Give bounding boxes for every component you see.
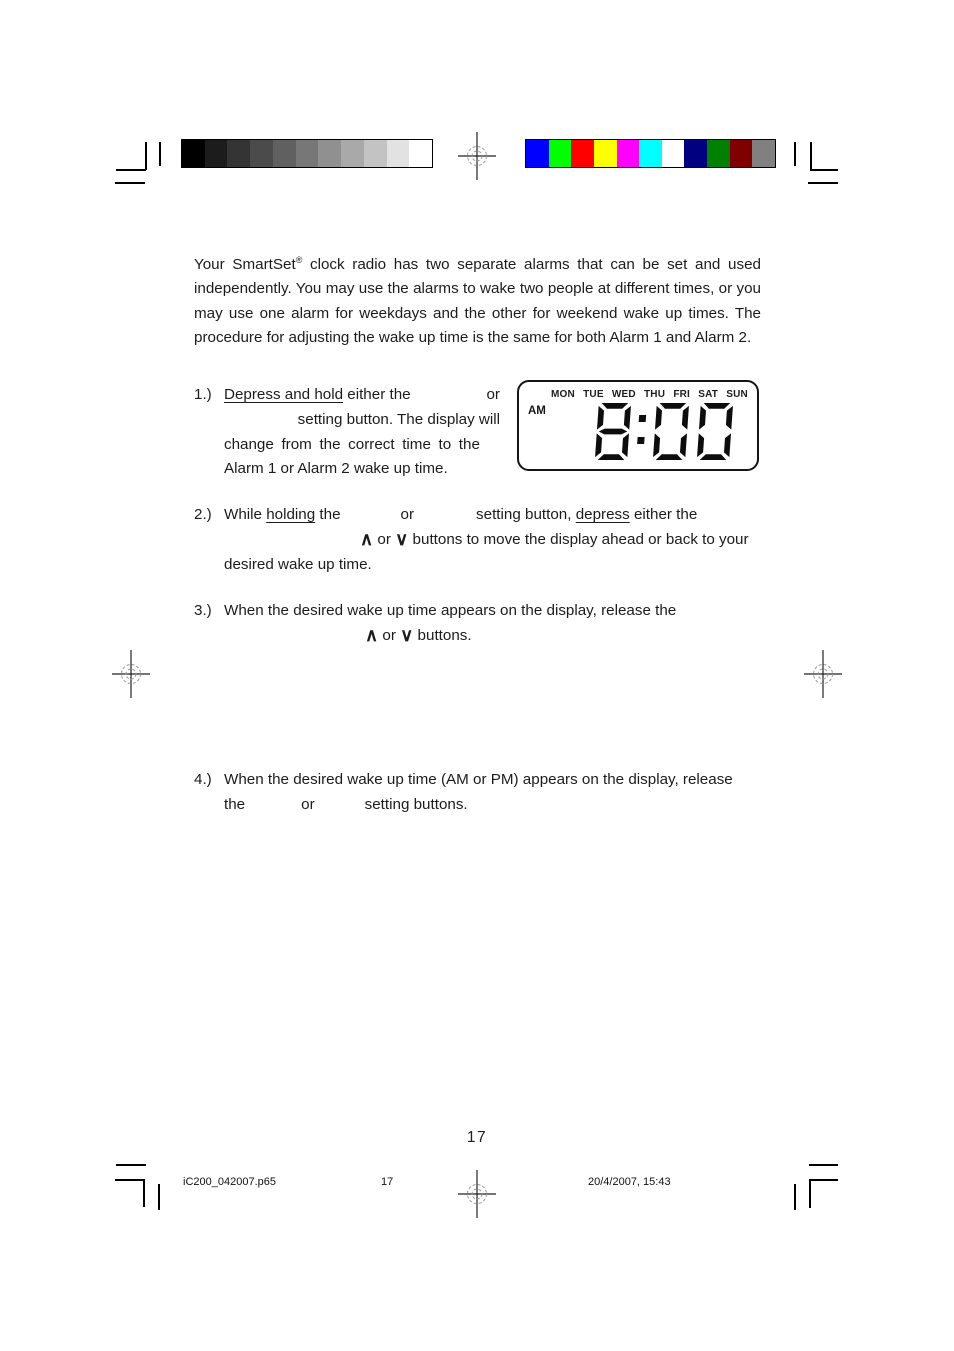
crop-mark — [794, 142, 796, 166]
down-arrow-symbol: ∨ — [395, 529, 409, 549]
day-label: WED — [611, 389, 636, 400]
day-label: THU — [644, 389, 666, 400]
calibration-swatch — [182, 140, 205, 167]
calibration-swatch — [684, 140, 707, 167]
calibration-swatch — [639, 140, 662, 167]
step-4-line2-the: the — [224, 796, 246, 813]
calibration-swatch — [409, 140, 432, 167]
step-2-line1-a: While — [224, 506, 267, 523]
registration-mark-bottom — [453, 1170, 501, 1218]
calibration-swatch — [707, 140, 730, 167]
step-1-text — [224, 383, 500, 482]
crop-mark — [809, 1164, 838, 1166]
crop-mark — [810, 142, 812, 170]
step-2-line1-d: either the — [629, 506, 698, 523]
step-3-number: 3.) — [194, 602, 212, 619]
step-1-line2: setting button. The display will — [297, 410, 500, 428]
crop-mark — [794, 1184, 796, 1210]
calibration-swatch — [273, 140, 296, 167]
intro-paragraph — [194, 253, 761, 350]
calibration-swatch — [250, 140, 273, 167]
calibration-swatch — [594, 140, 617, 167]
day-label: TUE — [583, 389, 604, 400]
calibration-swatch — [364, 140, 387, 167]
depress-underlined: depress — [575, 506, 630, 523]
step-2-line2-or: or — [373, 531, 396, 548]
calibration-swatch — [205, 140, 228, 167]
crop-mark — [810, 1179, 838, 1181]
day-label: FRI — [673, 389, 691, 400]
step-2-line1-c: setting button, — [476, 506, 576, 523]
registration-mark-right — [799, 650, 847, 698]
color-calibration-bar — [525, 139, 776, 168]
calibration-swatch — [526, 140, 549, 167]
step-4-line2-or: or — [301, 796, 315, 813]
down-arrow-symbol: ∨ — [400, 625, 414, 645]
depress-and-hold-underlined: Depress and hold — [224, 386, 344, 403]
clock-digit — [594, 403, 632, 460]
step-1-line1-or: or — [486, 386, 500, 403]
calibration-swatch — [662, 140, 685, 167]
brand-name: Your SmartSet — [194, 256, 296, 273]
calibration-swatch — [752, 140, 775, 167]
step-2-line2 — [360, 528, 749, 553]
crop-mark — [808, 182, 838, 184]
step-4-number: 4.) — [194, 771, 212, 788]
clock-time-digits — [589, 403, 739, 460]
calibration-swatch — [571, 140, 594, 167]
calibration-swatch — [227, 140, 250, 167]
crop-mark — [115, 1179, 144, 1181]
step-3-line2-or: or — [378, 627, 401, 644]
calibration-swatch — [730, 140, 753, 167]
holding-underlined: holding — [266, 506, 316, 523]
clock-digit — [652, 403, 690, 460]
day-label: SAT — [698, 389, 719, 400]
crop-mark — [116, 169, 146, 171]
step-4-line2-setting: setting buttons. — [364, 796, 468, 813]
crop-mark — [159, 142, 161, 166]
crop-mark — [809, 1179, 811, 1208]
step-1-line4: Alarm 1 or Alarm 2 wake up time. — [224, 460, 448, 478]
step-1-line1-after: either the — [343, 386, 411, 403]
calibration-swatch — [341, 140, 364, 167]
clock-colon — [634, 403, 650, 460]
step-4-line1: When the desired wake up time (AM or PM) appears on the display, release — [224, 771, 733, 788]
step-2-number: 2.) — [194, 506, 212, 523]
up-arrow-symbol: ∧ — [360, 529, 374, 549]
step-3-line2 — [365, 624, 472, 649]
footer-page-number: 17 — [381, 1176, 394, 1188]
clock-display — [517, 380, 759, 471]
crop-mark — [145, 142, 147, 170]
step-3-line2-rest: buttons. — [413, 627, 472, 644]
intro-body-text: clock radio has two separate alarms that can be set and used independently. You may use the alarms to wake two people at different times, or you may use one alarm for weekdays and the other for weekend wake up times. The procedure for adjusting the wake up time is the same for both Alarm 1 and Alarm 2. — [194, 256, 761, 346]
step-3 — [194, 599, 774, 651]
footer-filename: iC200_042007.p65 — [183, 1176, 276, 1188]
day-label: MON — [551, 389, 575, 400]
step-3-line1: When the desired wake up time appears on the display, release the — [224, 602, 677, 619]
calibration-swatch — [296, 140, 319, 167]
crop-mark — [116, 1164, 146, 1166]
crop-mark — [810, 169, 838, 171]
step-4-line2 — [224, 793, 468, 818]
crop-mark — [143, 1179, 145, 1207]
calibration-swatch — [549, 140, 572, 167]
up-arrow-symbol: ∧ — [365, 625, 379, 645]
am-indicator: AM — [528, 405, 546, 417]
crop-mark — [115, 182, 145, 184]
page-number: 17 — [466, 1129, 488, 1146]
calibration-swatch — [318, 140, 341, 167]
clock-digit — [696, 403, 734, 460]
step-1-line3: change from the correct time to the — [224, 435, 480, 453]
step-2-line1-b: the — [315, 506, 341, 523]
step-2-line3: desired wake up time. — [224, 556, 372, 573]
registration-mark-top — [453, 132, 501, 180]
registered-trademark-symbol: ® — [295, 254, 303, 265]
footer-timestamp: 20/4/2007, 15:43 — [588, 1176, 671, 1188]
step-2-line2-rest: buttons to move the display ahead or back to your — [408, 531, 749, 548]
crop-mark — [158, 1184, 160, 1210]
registration-mark-left — [107, 650, 155, 698]
clock-day-labels — [551, 389, 748, 400]
step-2-line1 — [224, 503, 764, 528]
grayscale-calibration-bar — [181, 139, 433, 168]
day-label: SUN — [726, 389, 748, 400]
calibration-swatch — [387, 140, 410, 167]
step-1-line1-left — [224, 383, 411, 408]
step-4 — [194, 768, 774, 820]
step-2 — [194, 503, 774, 581]
step-2-line1-or: or — [400, 506, 415, 523]
step-1-number: 1.) — [194, 386, 212, 403]
calibration-swatch — [617, 140, 640, 167]
